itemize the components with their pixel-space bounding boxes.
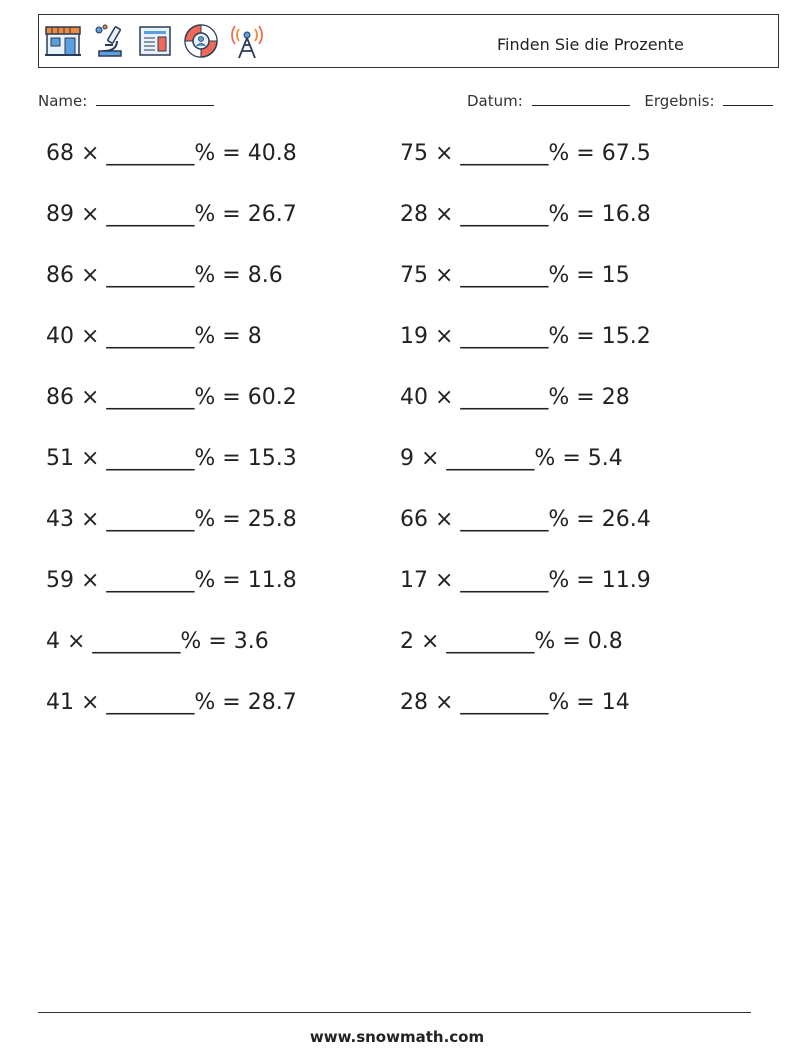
- problem-grid: [46, 141, 766, 751]
- date-label: Datum:: [467, 92, 523, 110]
- problem-item: 28 × ________% = 14: [400, 690, 630, 715]
- problem-item: 66 × ________% = 26.4: [400, 507, 651, 532]
- worksheet-title: Finden Sie die Prozente: [497, 35, 684, 54]
- name-field: [38, 92, 214, 110]
- storefront-icon: [43, 21, 83, 61]
- problem-item: 17 × ________% = 11.9: [400, 568, 651, 593]
- problem-item: 75 × ________% = 67.5: [400, 141, 651, 166]
- date-score-fields: [467, 92, 773, 110]
- problem-item: 86 × ________% = 8.6: [46, 263, 283, 288]
- problem-item: 28 × ________% = 16.8: [400, 202, 651, 227]
- problem-item: 19 × ________% = 15.2: [400, 324, 651, 349]
- name-blank: [96, 92, 214, 106]
- problem-item: 40 × ________% = 8: [46, 324, 262, 349]
- problem-item: 2 × ________% = 0.8: [400, 629, 623, 654]
- problem-item: 86 × ________% = 60.2: [46, 385, 297, 410]
- score-blank: [723, 92, 773, 106]
- problem-item: 41 × ________% = 28.7: [46, 690, 297, 715]
- problem-item: 51 × ________% = 15.3: [46, 446, 297, 471]
- problem-item: 75 × ________% = 15: [400, 263, 630, 288]
- worksheet-header: [38, 14, 779, 68]
- problem-item: 89 × ________% = 26.7: [46, 202, 297, 227]
- microscope-icon: [89, 21, 129, 61]
- lifebuoy-icon: [181, 21, 221, 61]
- problem-item: 9 × ________% = 5.4: [400, 446, 623, 471]
- problem-item: 43 × ________% = 25.8: [46, 507, 297, 532]
- footer-divider: [38, 1012, 751, 1013]
- radio-tower-icon: [227, 21, 267, 61]
- score-label: Ergebnis:: [644, 92, 715, 110]
- newspaper-icon: [135, 21, 175, 61]
- header-icons: [43, 19, 267, 63]
- name-label: Name:: [38, 92, 88, 110]
- problem-item: 4 × ________% = 3.6: [46, 629, 269, 654]
- date-blank: [532, 92, 630, 106]
- footer-url[interactable]: www.snowmath.com: [309, 1028, 485, 1046]
- problem-item: 68 × ________% = 40.8: [46, 141, 297, 166]
- problem-item: 59 × ________% = 11.8: [46, 568, 297, 593]
- problem-item: 40 × ________% = 28: [400, 385, 630, 410]
